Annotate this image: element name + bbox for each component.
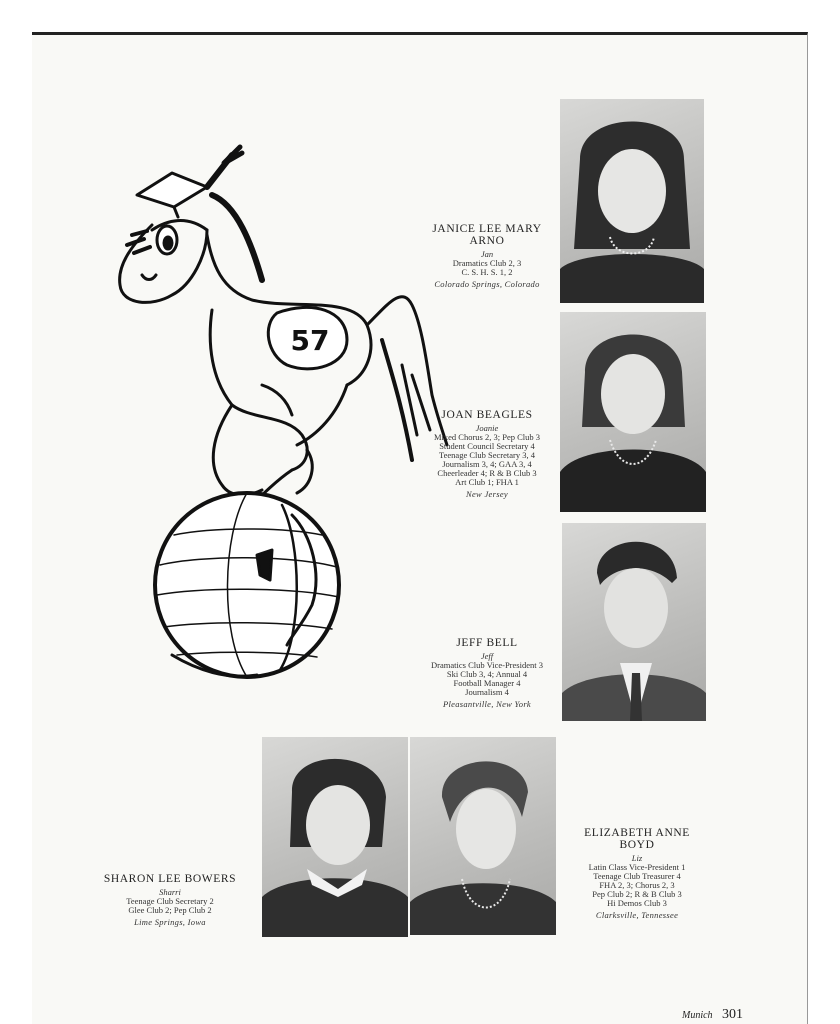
student-name: ARNO xyxy=(469,235,505,248)
student-activity: Latin Class Vice-President 1 xyxy=(588,862,686,873)
student-activity: Dramatics Club Vice-President 3 xyxy=(431,659,543,670)
student-name: JEFF BELL xyxy=(456,637,518,649)
student-name: BOYD xyxy=(619,839,655,852)
student-hometown: Lime Springs, Iowa xyxy=(134,916,206,927)
student-activity: Journalism 3, 4; GAA 3, 4 xyxy=(442,458,532,469)
student-entry xyxy=(407,637,567,709)
student-name: ELIZABETH ANNE xyxy=(584,827,690,839)
student-activity: Ski Club 3, 4; Annual 4 xyxy=(446,668,528,679)
student-activity: Teenage Club Secretary 2 xyxy=(126,895,214,906)
student-activity: Student Council Secretary 4 xyxy=(439,440,535,451)
page-footer xyxy=(682,1007,743,1023)
student-hometown: Pleasantville, New York xyxy=(442,698,532,709)
student-activity: FHA 2, 3; Chorus 2, 3 xyxy=(599,879,675,890)
portrait-photo xyxy=(560,99,704,303)
student-entry xyxy=(80,873,260,927)
student-activity: Football Manager 4 xyxy=(453,677,521,688)
mascot-number: 57 xyxy=(290,324,330,357)
section-name: Munich xyxy=(682,1010,713,1021)
student-hometown: Colorado Springs, Colorado xyxy=(434,278,540,289)
portrait-photo xyxy=(410,737,556,935)
student-hometown: Clarksville, Tennessee xyxy=(595,909,679,920)
student-entry xyxy=(562,827,712,920)
yearbook-page xyxy=(32,32,808,1024)
student-activity: Dramatics Club 2, 3 xyxy=(452,258,522,269)
page-number: 301 xyxy=(722,1007,744,1022)
student-name: SHARON LEE BOWERS xyxy=(103,873,237,885)
student-nickname: Jan xyxy=(480,249,494,260)
portrait-photo xyxy=(262,737,408,937)
student-name: JOAN BEAGLES xyxy=(441,409,533,421)
student-activity: Teenage Club Treasurer 4 xyxy=(593,870,681,881)
student-nickname: Liz xyxy=(631,853,643,864)
student-activity: Glee Club 2; Pep Club 2 xyxy=(128,904,212,915)
student-activity: Hi Demos Club 3 xyxy=(607,897,667,908)
student-entry xyxy=(407,409,567,498)
student-nickname: Jeff xyxy=(480,651,494,662)
student-activity: C. S. H. S. 1, 2 xyxy=(461,266,513,277)
student-activity: Art Club 1; FHA 1 xyxy=(455,476,519,487)
student-hometown: New Jersey xyxy=(466,488,508,499)
student-activity: Journalism 4 xyxy=(465,686,509,697)
student-activity: Cheerleader 4; R & B Club 3 xyxy=(437,467,537,478)
student-activity: Mixed Chorus 2, 3; Pep Club 3 xyxy=(433,431,541,442)
student-nickname: Joanie xyxy=(475,423,499,434)
portrait-photo xyxy=(562,523,706,721)
student-name: JANICE LEE MARY xyxy=(432,223,542,235)
portrait-photo xyxy=(560,312,706,512)
horse-on-globe-illustration xyxy=(112,135,457,685)
student-activity: Pep Club 2; R & B Club 3 xyxy=(592,888,682,899)
student-activity: Teenage Club Secretary 3, 4 xyxy=(439,449,535,460)
student-entry xyxy=(407,223,567,289)
student-nickname: Sharri xyxy=(159,887,181,898)
